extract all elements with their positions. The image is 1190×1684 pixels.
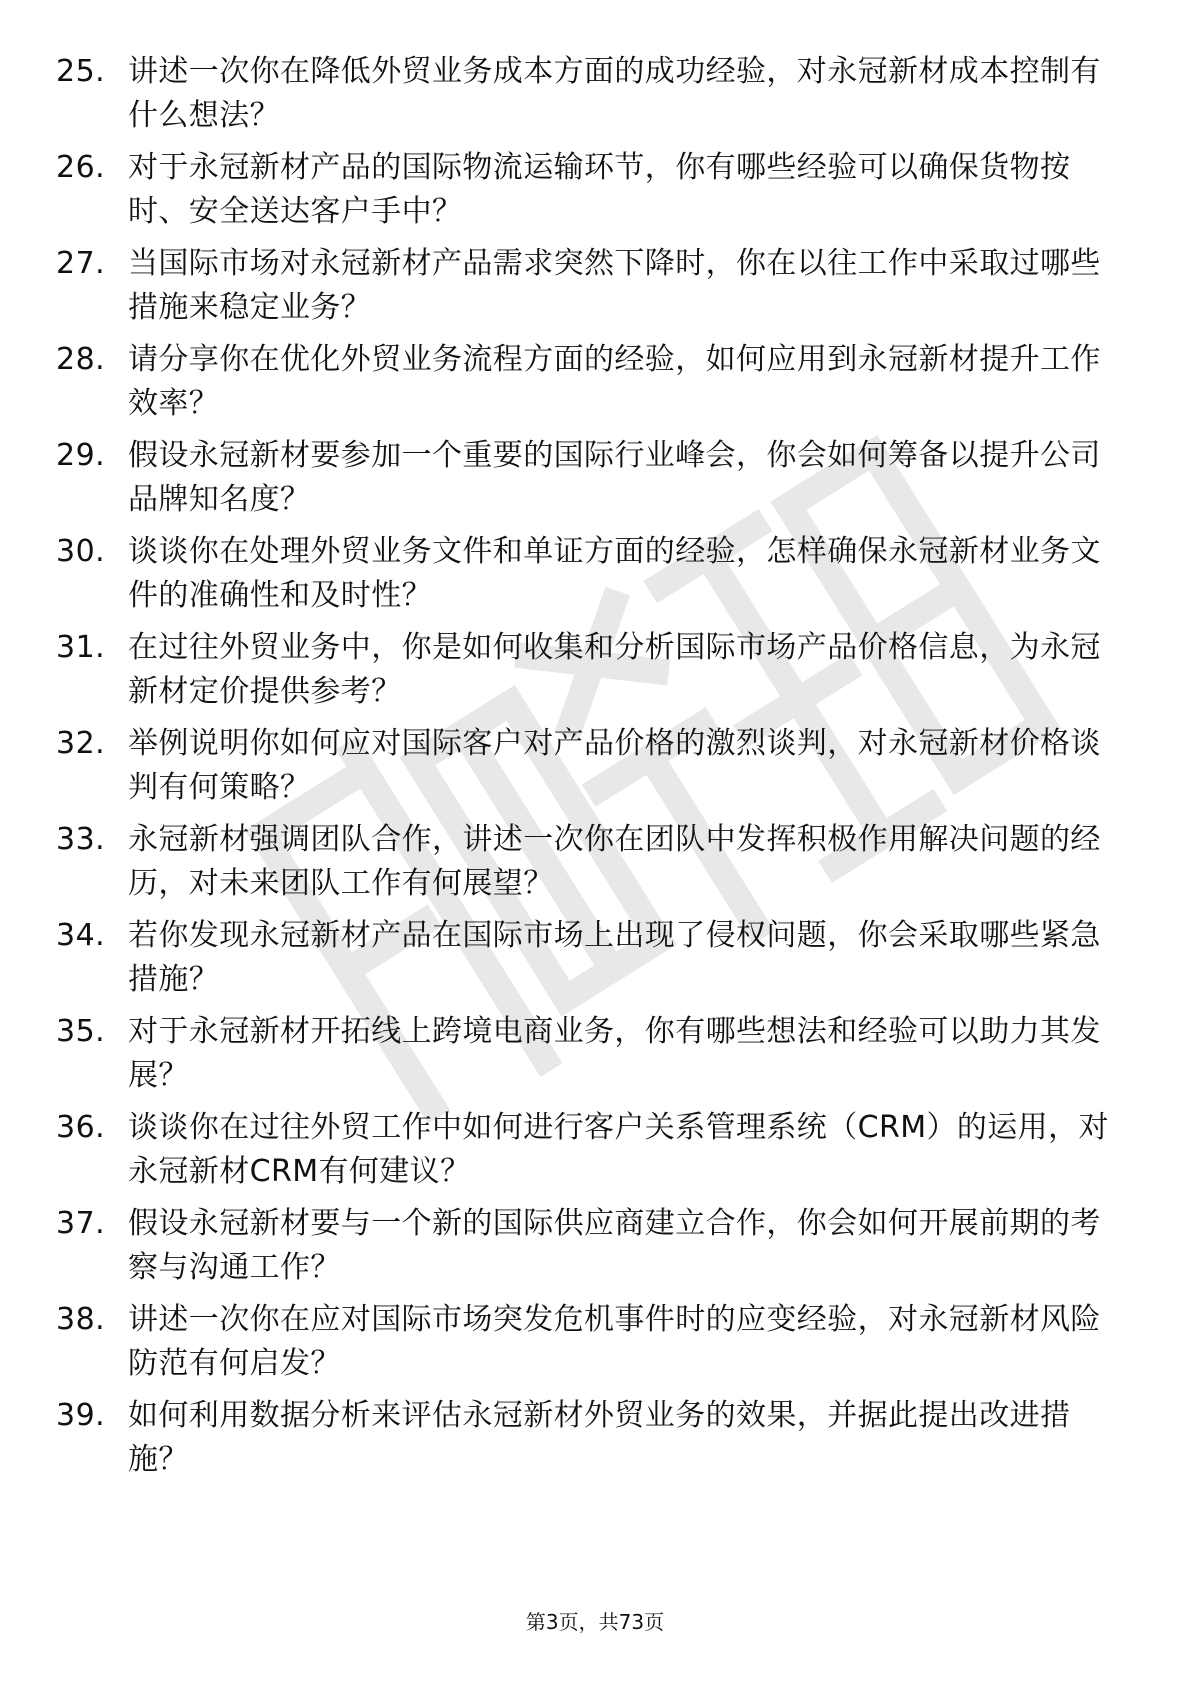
question-text: 若你发现永冠新材产品在国际市场上出现了侵权问题，你会采取哪些紧急措施？ bbox=[128, 918, 1101, 997]
question-number: 35. bbox=[56, 1014, 106, 1049]
page-footer bbox=[0, 1608, 1190, 1636]
question-text: 谈谈你在处理外贸业务文件和单证方面的经验，怎样确保永冠新材业务文件的准确性和及时性？ bbox=[128, 534, 1101, 613]
question-number: 27. bbox=[56, 246, 106, 281]
page-number-label: 第3页，共73页 bbox=[525, 1610, 665, 1634]
question-text: 请分享你在优化外贸业务流程方面的经验，如何应用到永冠新材提升工作效率？ bbox=[128, 342, 1101, 421]
question-text: 讲述一次你在降低外贸业务成本方面的成功经验，对永冠新材成本控制有什么想法？ bbox=[128, 54, 1101, 133]
question-number: 28. bbox=[56, 342, 106, 377]
question-number: 34. bbox=[56, 918, 106, 953]
question-number: 26. bbox=[56, 150, 106, 185]
question-text: 谈谈你在过往外贸工作中如何进行客户关系管理系统（CRM）的运用，对永冠新材CRM有何建议？ bbox=[128, 1110, 1109, 1189]
question-number: 30. bbox=[56, 534, 106, 569]
question-text: 如何利用数据分析来评估永冠新材外贸业务的效果，并据此提出改进措施？ bbox=[128, 1398, 1071, 1477]
question-text: 当国际市场对永冠新材产品需求突然下降时，你在以往工作中采取过哪些措施来稳定业务？ bbox=[128, 246, 1101, 325]
question-text: 讲述一次你在应对国际市场突发危机事件时的应变经验，对永冠新材风险防范有何启发？ bbox=[128, 1302, 1101, 1381]
question-number: 25. bbox=[56, 54, 106, 89]
question-text: 在过往外贸业务中，你是如何收集和分析国际市场产品价格信息，为永冠新材定价提供参考？ bbox=[128, 630, 1101, 709]
question-text: 永冠新材强调团队合作，讲述一次你在团队中发挥积极作用解决问题的经历，对未来团队工作有何展望？ bbox=[128, 822, 1101, 901]
question-number: 32. bbox=[56, 726, 106, 761]
question-number: 38. bbox=[56, 1302, 106, 1337]
question-number: 33. bbox=[56, 822, 106, 857]
question-number: 31. bbox=[56, 630, 106, 665]
question-number: 39. bbox=[56, 1398, 106, 1433]
question-text: 假设永冠新材要与一个新的国际供应商建立合作，你会如何开展前期的考察与沟通工作？ bbox=[128, 1206, 1101, 1285]
question-text: 假设永冠新材要参加一个重要的国际行业峰会，你会如何筹备以提升公司品牌知名度？ bbox=[128, 438, 1101, 517]
question-text: 对于永冠新材产品的国际物流运输环节，你有哪些经验可以确保货物按时、安全送达客户手中？ bbox=[128, 150, 1071, 229]
question-number: 29. bbox=[56, 438, 106, 473]
question-text: 举例说明你如何应对国际客户对产品价格的激烈谈判，对永冠新材价格谈判有何策略？ bbox=[128, 726, 1101, 805]
question-number: 36. bbox=[56, 1110, 106, 1145]
question-number: 37. bbox=[56, 1206, 106, 1241]
question-text: 对于永冠新材开拓线上跨境电商业务，你有哪些想法和经验可以助力其发展？ bbox=[128, 1014, 1101, 1093]
